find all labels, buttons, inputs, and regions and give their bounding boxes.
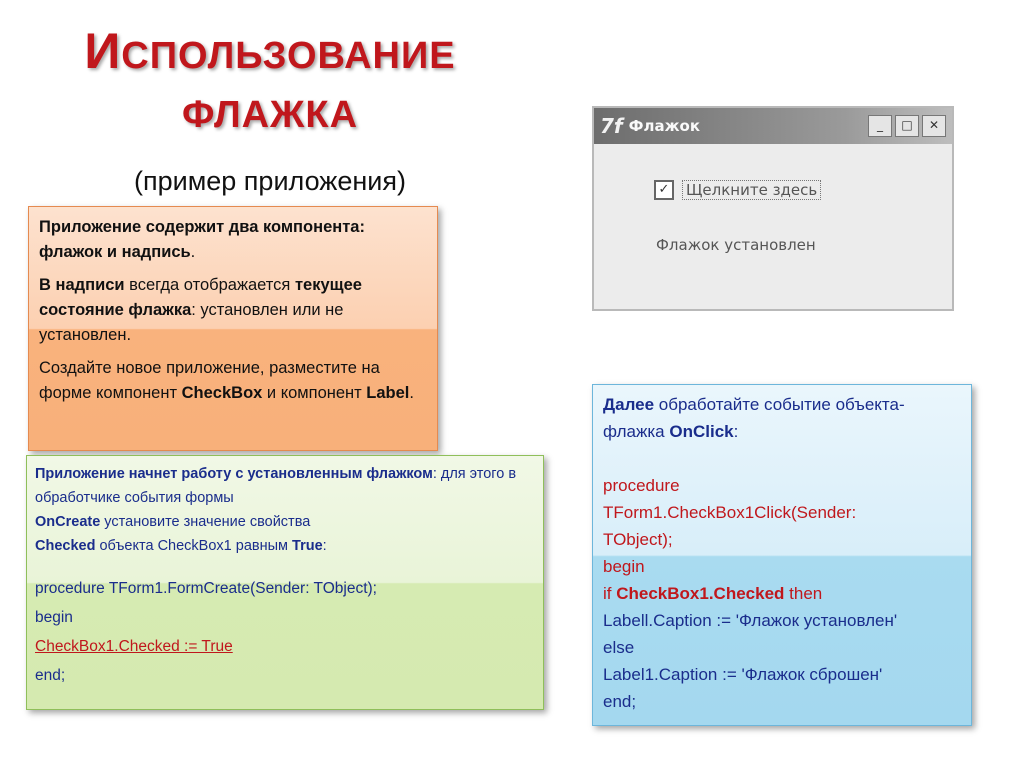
green-oncreate: OnCreate [35,514,101,530]
orange-p2-bold2: текущее состояние флажка [39,276,362,319]
code-line-highlight [35,632,535,661]
green-intro-colon: : [432,466,437,482]
checkbox-dialog-window [592,106,954,311]
code-then: then [784,584,823,603]
green-intro-text1: для этого в обработчике события формы [35,466,517,506]
orange-p3-text2: и компонент [262,384,367,402]
green-intro [35,462,535,558]
orange-info-box [28,206,438,451]
orange-p1-bold: Приложение содержит два компонента: флажок и надпись [39,218,365,261]
status-label: Флажок установлен [656,236,816,254]
code-line: begin [35,609,73,626]
close-button[interactable]: ✕ [922,115,946,137]
subtitle: (пример приложения) [134,166,406,196]
orange-p3-bold1: CheckBox [181,384,263,402]
green-intro-text2: установите значение свойства [100,514,311,530]
code-line: Labell.Caption := 'Флажок установлен' [603,611,898,630]
orange-p3-text1: Создайте новое приложение, разместите на форме компонент [39,359,380,402]
blue-intro [603,391,961,445]
title-first-letter: И [84,23,122,79]
code-line-if [603,580,961,607]
dialog-titlebar [594,108,952,144]
orange-paragraph-2 [39,273,427,348]
slide-title [70,22,470,137]
orange-paragraph-1 [39,215,427,265]
orange-p2-text1: всегда отображается [124,276,295,294]
dialog-title: Флажок [628,117,701,135]
checkbox-row[interactable] [654,180,821,200]
green-intro-end: : [322,538,327,554]
orange-p3-bold2: Label [366,384,410,402]
code-line: TObject); [603,530,673,549]
blue-text1: обработайте событие объекта-флажка [603,395,905,441]
blue-bold1: Далее [603,395,655,414]
code-if: if [603,584,617,603]
code-line-checked: CheckBox1.Checked := True [35,638,233,655]
title-line2: ФЛАЖКА [181,94,359,136]
code-line: procedure TForm1.FormCreate(Sender: TObject); [35,580,377,597]
green-checked: Checked [35,538,96,554]
green-intro-text3: объекта CheckBox1 равным [95,538,293,554]
orange-p2-text2: : установлен или не установлен. [39,301,344,344]
checkbox-label[interactable]: Щелкните здесь [682,180,821,200]
orange-p3-end: . [409,384,414,402]
green-intro-bold: Приложение начнет работу с установленным флажком [35,466,433,482]
maximize-button[interactable]: □ [895,115,919,137]
orange-p1-end: . [190,243,196,261]
blue-text2: : [733,422,739,441]
green-code-box [26,455,544,710]
green-code-block [35,574,535,690]
blue-code-box [592,384,972,726]
code-line: else [603,638,635,657]
app-icon: 7f [600,114,623,138]
minimize-button[interactable]: _ [868,115,892,137]
code-if-condition: CheckBox1.Checked [616,584,785,603]
code-line: end; [35,667,66,684]
green-true: True [292,538,323,554]
orange-p2-bold1: В надписи [39,276,125,294]
code-line: Label1.Caption := 'Флажок сброшен' [603,665,883,684]
orange-paragraph-3 [39,356,427,406]
blue-bold2: OnClick [669,422,734,441]
code-line: TForm1.CheckBox1Click(Sender: [603,503,857,522]
code-line: end; [603,692,637,711]
code-line: procedure [603,476,680,495]
code-line: begin [603,557,645,576]
checkbox[interactable]: ✓ [654,180,674,200]
title-line1-rest: СПОЛЬЗОВАНИЕ [121,35,456,77]
